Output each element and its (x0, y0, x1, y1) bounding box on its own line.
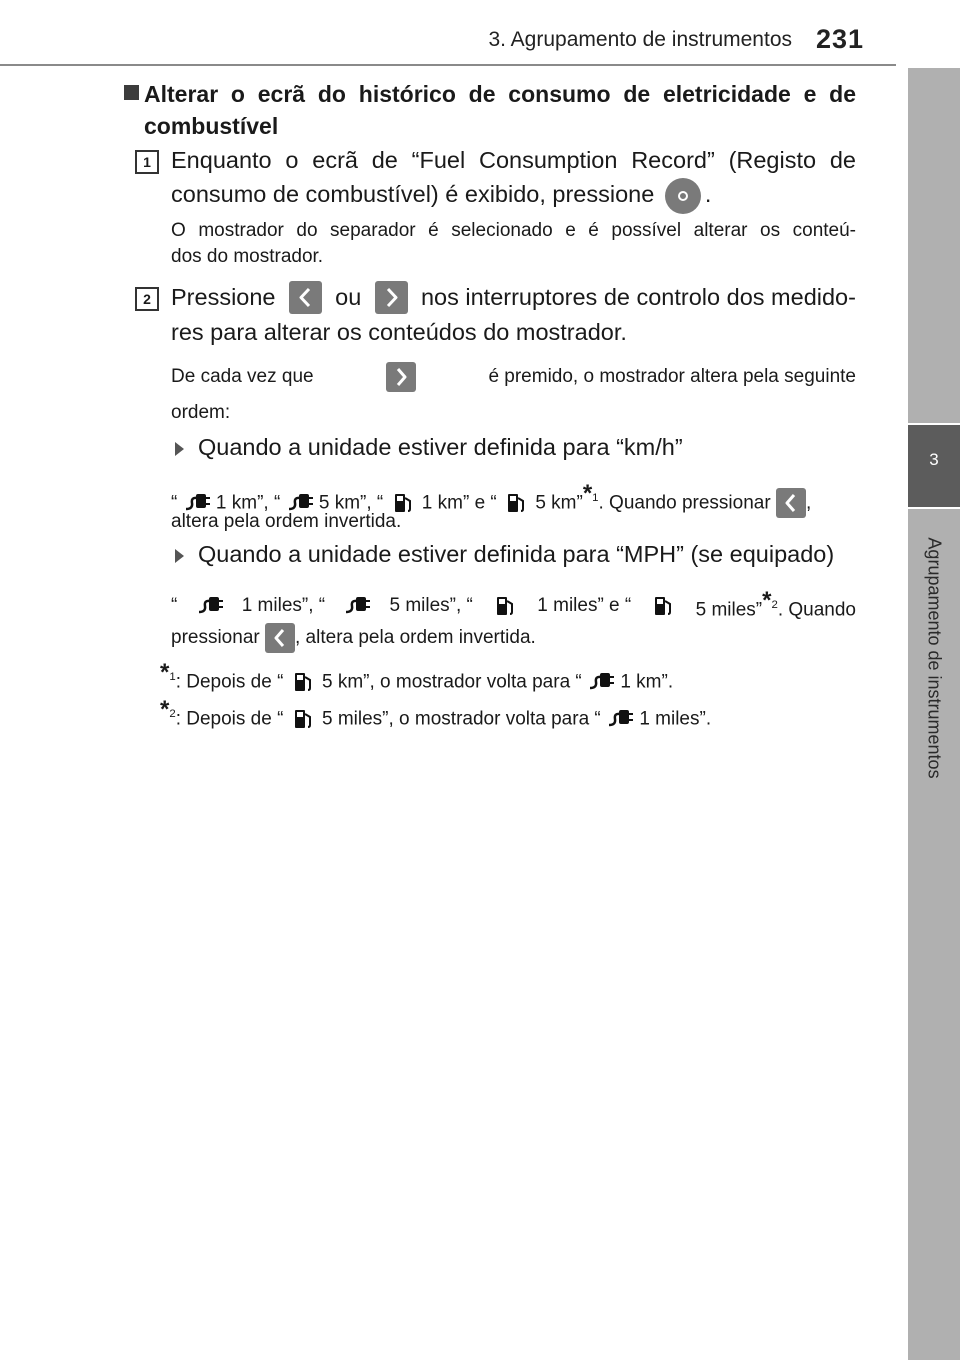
unit-mph-line2-b: , altera pela ordem invertida. (295, 627, 536, 649)
unit-mph-line2 (171, 623, 536, 653)
step-1-line1: Enquanto o ecrã de “Fuel Consumption Record” (Registo de (171, 147, 856, 173)
section-title-line1: Alterar o ecrã do histórico de consumo de eletricidade e de (144, 81, 856, 107)
fuel-pump-icon (649, 595, 677, 617)
section-title-line2: combustível (144, 113, 279, 139)
arrow-bullet-icon (175, 549, 184, 563)
unit-mph-sequence (171, 588, 856, 623)
footnote-2 (160, 697, 711, 732)
footnote-1 (160, 660, 673, 695)
fuel-pump-icon (289, 708, 317, 730)
seq-4: 5 miles” (695, 599, 763, 621)
running-header: 3. Agrupamento de instrumentos (488, 28, 792, 51)
seq-comma: , (805, 492, 812, 514)
step-1-line2-end: . (704, 181, 712, 207)
chevron-right-icon (386, 362, 416, 392)
footnote-star: * (160, 659, 170, 686)
chevron-left-icon (289, 281, 322, 314)
seq-2: 5 km”, “ (318, 492, 384, 514)
footnote-2-c: 1 miles”. (639, 708, 712, 730)
step-2-note-line2: ordem: (171, 402, 231, 423)
seq-1: 1 miles”, “ (241, 594, 326, 616)
step-1-line2 (171, 177, 711, 214)
footnote-ref: 1 (169, 671, 176, 683)
step-2-text-c: nos interruptores de controlo dos medido- (420, 284, 856, 310)
footnote-1-a: : Depois de “ (175, 671, 284, 693)
step-1-line2-text: consumo de combustível) é exibido, pressione (171, 181, 655, 207)
circle-button-icon (665, 178, 701, 214)
step-2-text-b: ou (335, 284, 362, 310)
seq-3: 1 km” e “ (421, 492, 497, 514)
chevron-left-icon (776, 488, 806, 518)
unit-km-heading (175, 430, 683, 464)
step-1-note-line2: dos do mostrador. (171, 246, 324, 267)
footnote-ref: 2 (771, 599, 778, 611)
ev-plug-icon (343, 595, 371, 617)
arrow-bullet-icon (175, 442, 184, 456)
step-2-note-b: é premido, o mostrador altera pela seguinte (488, 366, 856, 387)
step-1-number: 1 (135, 150, 159, 174)
footnote-star: * (582, 480, 593, 507)
seq-after: . Quando (777, 599, 856, 621)
unit-km-heading-text: Quando a unidade estiver definida para “km/h” (198, 434, 683, 460)
step-2-line2: res para alterar os conteúdos do mostrador. (171, 319, 627, 345)
step-2-note-a: De cada vez que (171, 366, 314, 387)
footnote-1-b: 5 km”, o mostrador volta para “ (321, 671, 582, 693)
step-2-text-a: Pressione (171, 284, 276, 310)
seq-2: 5 miles”, “ (389, 594, 473, 616)
chevron-right-icon (375, 281, 408, 314)
unit-km-line2: altera pela ordem invertida. (171, 511, 402, 532)
seq-3: 1 miles” e “ (537, 594, 632, 616)
ev-plug-icon (606, 708, 634, 730)
step-2-number: 2 (135, 287, 159, 311)
step-2-line1 (171, 280, 856, 314)
fuel-pump-icon (502, 492, 530, 514)
header-rule (0, 64, 896, 66)
section-bullet-icon (124, 85, 139, 100)
seq-4: 5 km” (535, 492, 583, 514)
fuel-pump-icon (289, 671, 317, 693)
chapter-label: Agrupamento de instrumentos (924, 537, 945, 779)
unit-mph-line2-a: pressionar (171, 627, 260, 649)
side-tab-top (908, 68, 960, 423)
step-1-note-line1: O mostrador do separador é selecionado e é possível alterar os conteú- (171, 220, 856, 241)
page-number: 231 (816, 24, 865, 54)
ev-plug-icon (587, 671, 615, 693)
unit-mph-heading (175, 537, 834, 571)
footnote-ref: 1 (592, 492, 599, 504)
footnote-2-b: 5 miles”, o mostrador volta para “ (321, 708, 601, 730)
chapter-number: 3 (929, 450, 939, 469)
seq-1: 1 km”, “ (215, 492, 281, 514)
quote: “ (171, 594, 178, 616)
ev-plug-icon (196, 595, 224, 617)
unit-mph-heading-text: Quando a unidade estiver definida para “MPH” (se equipado) (198, 541, 835, 567)
fuel-pump-icon (491, 595, 519, 617)
footnote-ref: 2 (169, 708, 176, 720)
step-2-note-line1 (171, 362, 856, 392)
footnote-1-c: 1 km”. (620, 671, 674, 693)
chevron-left-icon (265, 623, 295, 653)
seq-after: . Quando pressionar (598, 492, 771, 514)
footnote-star: * (160, 696, 170, 723)
footnote-star: * (762, 587, 772, 614)
footnote-2-a: : Depois de “ (175, 708, 284, 730)
quote: “ (171, 492, 178, 514)
